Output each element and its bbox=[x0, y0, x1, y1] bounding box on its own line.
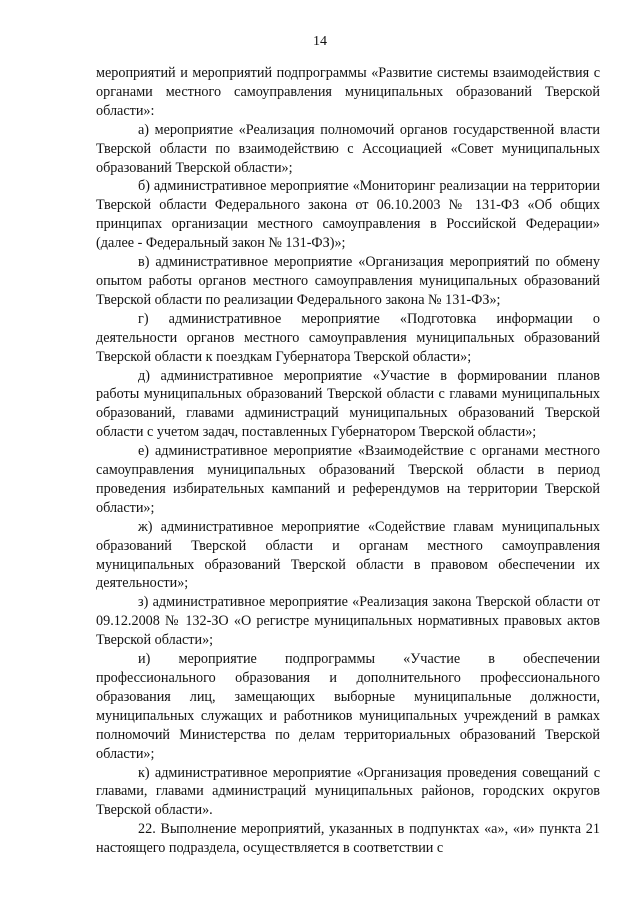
paragraph-item-g: г) административное мероприятие «Подготовка информации о деятельности органов местного самоуправления муниципальных образований Тверской области к поездкам Губернатора Тверской области»; bbox=[96, 310, 600, 365]
paragraph-item-a: а) мероприятие «Реализация полномочий органов государственной власти Тверской области по взаимодействию с Ассоциацией «Совет муниципальных образований Тверской области»; bbox=[96, 121, 600, 176]
page-number: 14 bbox=[313, 34, 327, 49]
paragraph-intro: мероприятий и мероприятий подпрограммы «Развитие системы взаимодействия с органами местного самоуправления муниципальных образований Тверской области»: bbox=[96, 65, 600, 119]
paragraph-item-zh: ж) административное мероприятие «Содействие главам муниципальных образований Тверской области и органам местного самоуправления муниципальных образований Тверской области в правовом обеспечении их деятельности»; bbox=[96, 518, 600, 592]
paragraph-item-i: и) мероприятие подпрограммы «Участие в обеспечении профессионального образования и дополнительного профессионального образования лиц, замещающих выборные муниципальные должности, муниципальных служащих и работников муниципальных учреждений в рамках полномочий Министерства по делам территориальных образований Тверской области»; bbox=[96, 651, 600, 762]
document-body bbox=[96, 64, 600, 858]
paragraph-section-22: 22. Выполнение мероприятий, указанных в подпунктах «а», «и» пункта 21 настоящего подраздела, осуществляется в соответствии с bbox=[96, 821, 600, 857]
paragraph-item-b: б) административное мероприятие «Мониторинг реализации на территории Тверской области Федерального закона от 06.10.2003 № 131-ФЗ «Об общих принципах организации местного самоуправления в Российской Федерации» (далее - Федеральный закон № 131-ФЗ)»; bbox=[96, 178, 600, 252]
paragraph-item-z: з) административное мероприятие «Реализация закона Тверской области от 09.12.2008 № 132-ЗО «О регистре муниципальных нормативных правовых актов Тверской области»; bbox=[96, 594, 600, 649]
paragraph-item-v: в) административное мероприятие «Организация мероприятий по обмену опытом работы органов местного самоуправления муниципальных образований Тверской области по реализации Федерального закона № 131-ФЗ»; bbox=[96, 254, 600, 308]
paragraph-item-e: е) административное мероприятие «Взаимодействие с органами местного самоуправления муниципальных образований Тверской области в период проведения избирательных кампаний и референдумов на территории Тверской области»; bbox=[96, 443, 600, 516]
paragraph-item-k: к) административное мероприятие «Организация проведения совещаний с главами, главами администраций муниципальных районов, городских округов Тверской области». bbox=[96, 764, 600, 819]
paragraph-item-d: д) административное мероприятие «Участие в формировании планов работы муниципальных образований Тверской области с главами муниципальных образований, главами администраций муниципальных образований Тверской области с учетом задач, поставленных Губернатором Тверской области»; bbox=[96, 367, 600, 441]
